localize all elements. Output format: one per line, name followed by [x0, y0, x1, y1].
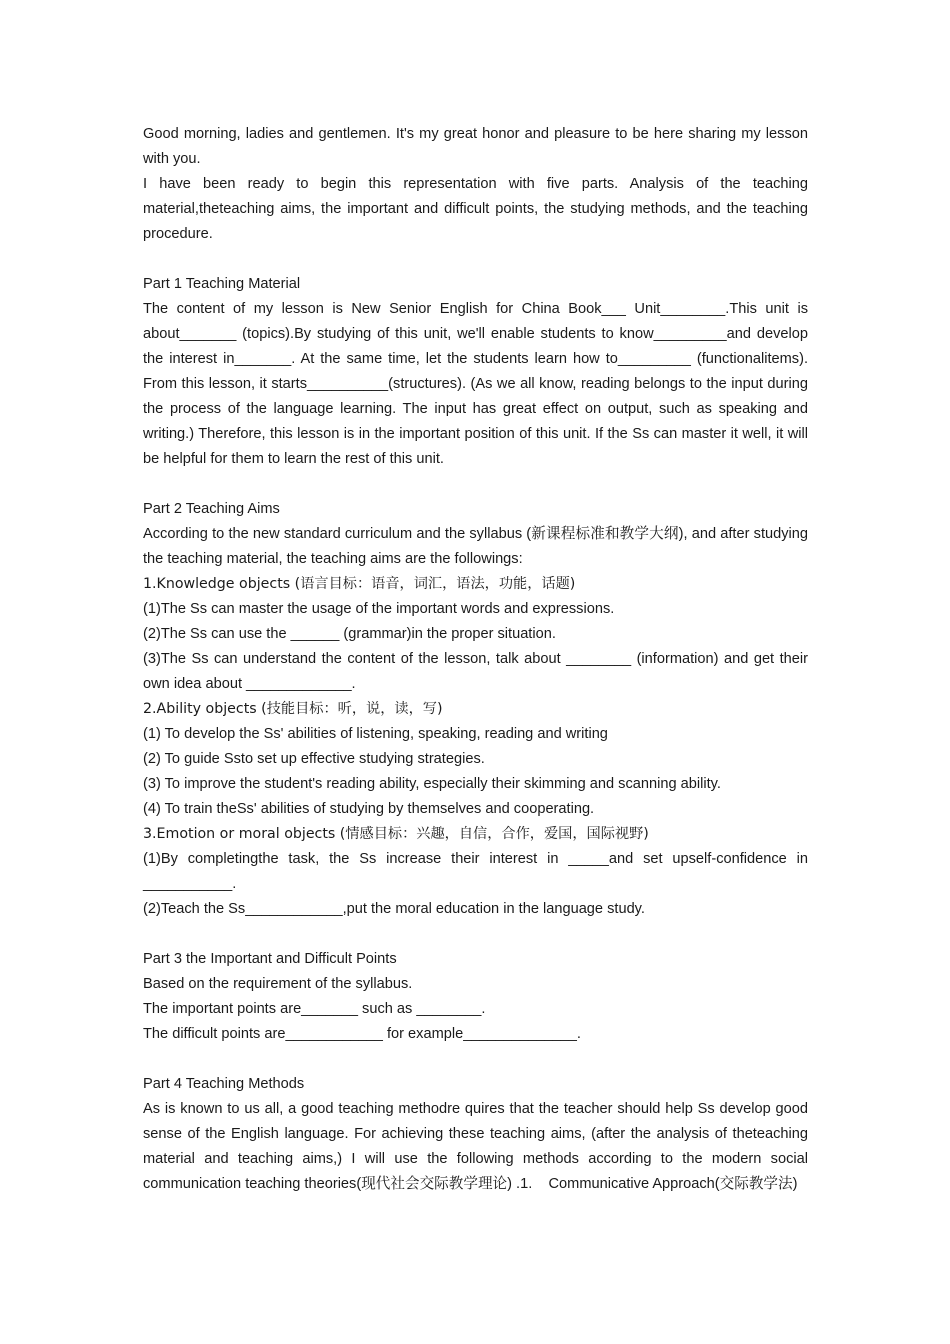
- heading-part-2: Part 2 Teaching Aims: [143, 501, 280, 517]
- heading-part-3: Part 3 the Important and Difficult Points: [143, 951, 397, 967]
- paragraph-part-2-intro: According to the new standard curriculum and the syllabus (新课程标准和教学大纲), and after studying the teaching material, the teaching aims are the followings:: [143, 526, 813, 567]
- list-item-ability-4: (4) To train theSs' abilities of studying by themselves and cooperating.: [143, 801, 595, 817]
- paragraph-part-1-body: The content of my lesson is New Senior English for China Book___ Unit________.This unit is about_______ (topics).By studying of this unit, we'll enable students to know_________and develop the interest in_______. At the same time, let the students learn how to_________ (functionalitems). From this lesson, it starts__________(structures). (As we all know, reading belongs to the input during the process of the language learning. The input has great effect on output, such as speaking and writing.) Therefore, this lesson is in the important position of this unit. If the Ss can master it well, it will be helpful for them to learn the rest of this unit.: [143, 301, 813, 467]
- part-3-line-3: The difficult points are____________ for example______________.: [143, 1026, 581, 1042]
- paragraph-intro: I have been ready to begin this representation with five parts. Analysis of the teaching material,theteaching aims, the important and difficult points, the studying methods, and the teaching procedure.: [143, 176, 813, 242]
- list-item-knowledge-1: (1)The Ss can master the usage of the important words and expressions.: [143, 601, 615, 617]
- list-item-knowledge-3: (3)The Ss can understand the content of the lesson, talk about ________ (information) and get their own idea about _____________.: [143, 651, 813, 692]
- heading-knowledge-objects: 1.Knowledge objects (语言目标：语音，词汇，语法，功能，话题): [143, 576, 576, 592]
- list-item-ability-1: (1) To develop the Ss' abilities of listening, speaking, reading and writing: [143, 726, 608, 742]
- part-3-line-2: The important points are_______ such as ________.: [143, 1001, 486, 1017]
- list-item-emotion-2: (2)Teach the Ss____________,put the moral education in the language study.: [143, 901, 645, 917]
- document-text-body: [143, 122, 813, 1197]
- paragraph-spacer: [143, 1047, 808, 1072]
- paragraph-part-4-body: As is known to us all, a good teaching methodre quires that the teacher should help Ss develop good sense of the English language. For achieving these teaching aims, (after the analysis of theteaching material and teaching aims,) I will use the following methods according to the modern social communication teaching theories(现代社会交际教学理论) .1. Communicative Approach(交际教学法): [143, 1101, 813, 1192]
- list-item-emotion-1: (1)By completingthe task, the Ss increase their interest in _____and set upself-confidence in ___________.: [143, 851, 813, 892]
- heading-part-4: Part 4 Teaching Methods: [143, 1076, 305, 1092]
- heading-emotion-objects: 3.Emotion or moral objects (情感目标：兴趣，自信，合作，爱国，国际视野): [143, 826, 649, 842]
- paragraph-greeting: Good morning, ladies and gentlemen. It's my great honor and pleasure to be here sharing my lesson with you.: [143, 126, 813, 167]
- paragraph-spacer: [143, 922, 808, 947]
- paragraph-spacer: [143, 247, 808, 272]
- paragraph-spacer: [143, 472, 808, 497]
- heading-ability-objects: 2.Ability objects (技能目标：听，说，读，写): [143, 701, 443, 717]
- heading-part-1: Part 1 Teaching Material: [143, 276, 301, 292]
- list-item-ability-3: (3) To improve the student's reading ability, especially their skimming and scanning ability.: [143, 776, 721, 792]
- part-3-line-1: Based on the requirement of the syllabus.: [143, 976, 413, 992]
- list-item-knowledge-2: (2)The Ss can use the ______ (grammar)in the proper situation.: [143, 626, 556, 642]
- list-item-ability-2: (2) To guide Ssto set up effective studying strategies.: [143, 751, 485, 767]
